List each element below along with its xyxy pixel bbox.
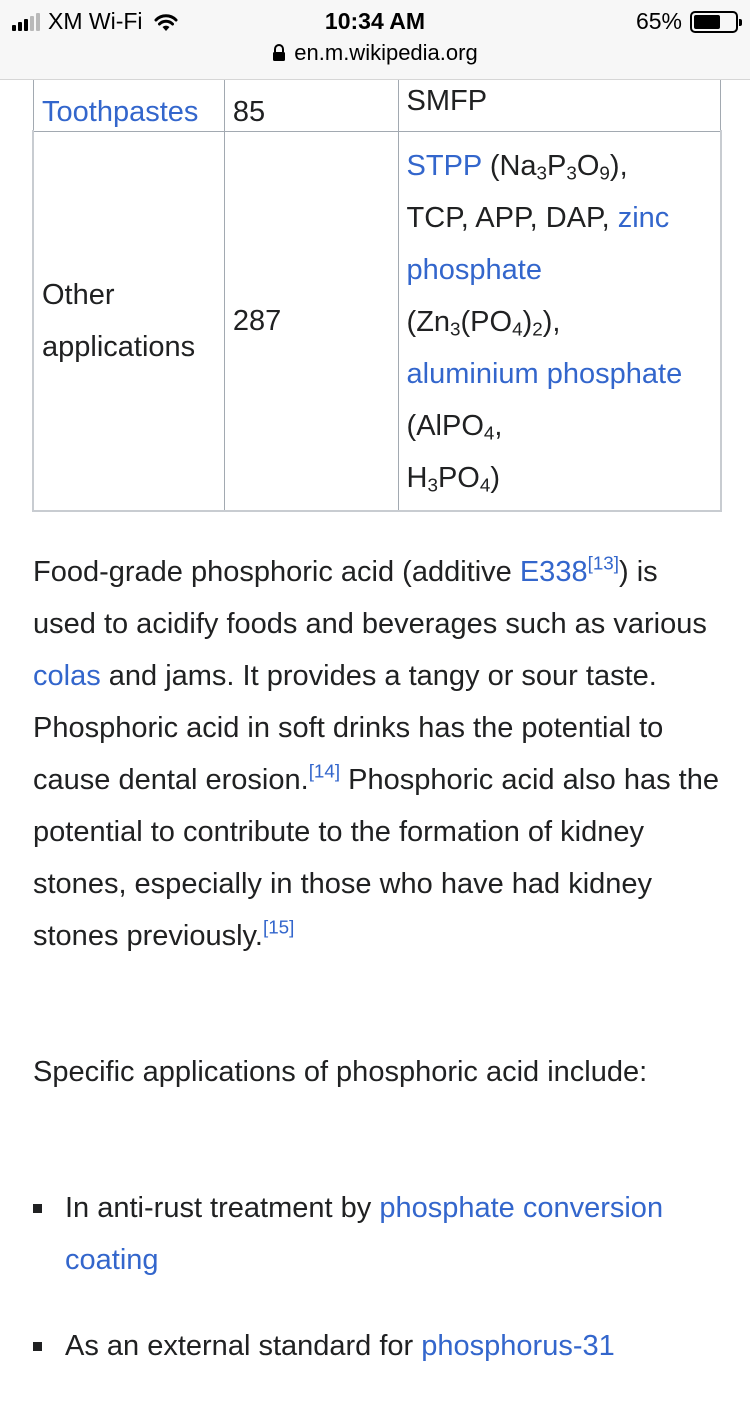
list-item-text: As an external standard for bbox=[65, 1330, 422, 1362]
reference-14-link[interactable]: [14] bbox=[308, 760, 341, 782]
formula-text: H bbox=[406, 462, 428, 494]
applications-list bbox=[33, 1182, 723, 1406]
url-text: en.m.wikipedia.org bbox=[294, 40, 478, 65]
formula-text: ), bbox=[542, 306, 561, 338]
paragraph-text: Phosphoric acid also has the potential to contribute to the formation of kidney stones, especially in those who have had kidney stones previously. bbox=[33, 764, 719, 952]
formula-text: ), bbox=[609, 150, 628, 182]
formula-text: (Zn bbox=[406, 306, 451, 338]
formula-text: PO bbox=[437, 462, 480, 494]
battery-fill bbox=[694, 15, 720, 29]
formula-text: ) bbox=[490, 462, 501, 494]
formula-text: , bbox=[494, 410, 503, 442]
reference-15-link[interactable]: [15] bbox=[262, 916, 295, 938]
phosphate-applications-table bbox=[33, 64, 721, 511]
formula-subscript: 3 bbox=[427, 474, 438, 496]
colas-link[interactable]: colas bbox=[33, 660, 101, 692]
battery-icon bbox=[690, 11, 738, 33]
paragraph-text: Food-grade phosphoric acid (additive bbox=[33, 556, 520, 588]
table-cell-compounds bbox=[398, 132, 720, 511]
formula-subscript: 3 bbox=[566, 162, 577, 184]
stpp-link[interactable]: STPP bbox=[406, 150, 482, 182]
status-bar bbox=[0, 0, 750, 80]
battery-percentage: 65% bbox=[635, 8, 682, 34]
clock: 10:34 AM bbox=[324, 8, 426, 34]
formula-text: (PO bbox=[460, 306, 513, 338]
lock-icon bbox=[272, 44, 286, 62]
formula-subscript: 4 bbox=[483, 422, 495, 444]
paragraph-text: and jams. It provides a tangy or sour taste. Phosphoric acid in soft drinks has the potential to cause dental erosion. bbox=[33, 660, 664, 796]
e338-link[interactable]: E338 bbox=[519, 556, 588, 588]
table-row bbox=[34, 132, 721, 511]
formula-text: O bbox=[576, 150, 600, 182]
carrier-label: XM Wi-Fi bbox=[48, 8, 143, 34]
table-cell: SMFP bbox=[398, 65, 720, 132]
phosphorus-31-link[interactable]: phosphorus-31 bbox=[421, 1330, 615, 1362]
aluminium-phosphate-link[interactable]: aluminium phosphate bbox=[406, 358, 683, 390]
reference-13-link[interactable]: [13] bbox=[587, 552, 620, 574]
formula-subscript: 3 bbox=[536, 162, 548, 184]
paragraph-food-grade bbox=[33, 546, 723, 962]
table-cell-application: Other applications bbox=[34, 132, 225, 511]
toothpastes-link[interactable]: Toothpastes bbox=[42, 96, 199, 128]
paragraph-text: ) is used to acidify foods and beverages such as various bbox=[33, 556, 707, 640]
formula-subscript: 2 bbox=[532, 318, 543, 340]
formula-text: (Na bbox=[489, 150, 537, 182]
formula-subscript: 4 bbox=[479, 474, 491, 496]
table-cell-amount: 287 bbox=[224, 132, 398, 511]
list-item bbox=[33, 1182, 723, 1286]
list-item-text: In anti-rust treatment by bbox=[65, 1192, 380, 1224]
status-right bbox=[636, 8, 738, 35]
address-bar[interactable] bbox=[0, 40, 750, 66]
compound-list-text: TCP, APP, DAP, bbox=[406, 202, 610, 234]
formula-text: ) bbox=[522, 306, 533, 338]
formula-text: (AlPO bbox=[406, 410, 484, 442]
formula-subscript: 9 bbox=[599, 162, 610, 184]
formula-text: P bbox=[547, 150, 567, 182]
paragraph-specific-applications: Specific applications of phosphoric acid include: bbox=[33, 1056, 648, 1088]
formula-subscript: 3 bbox=[450, 318, 461, 340]
list-item bbox=[33, 1320, 723, 1372]
zinc-phosphate-link[interactable]: zinc phosphate bbox=[406, 202, 670, 286]
phosphate-conversion-coating-link[interactable]: phosphate conversion coating bbox=[65, 1192, 664, 1276]
table-cell-value: 85 bbox=[232, 96, 266, 128]
formula-subscript: 4 bbox=[512, 318, 523, 340]
